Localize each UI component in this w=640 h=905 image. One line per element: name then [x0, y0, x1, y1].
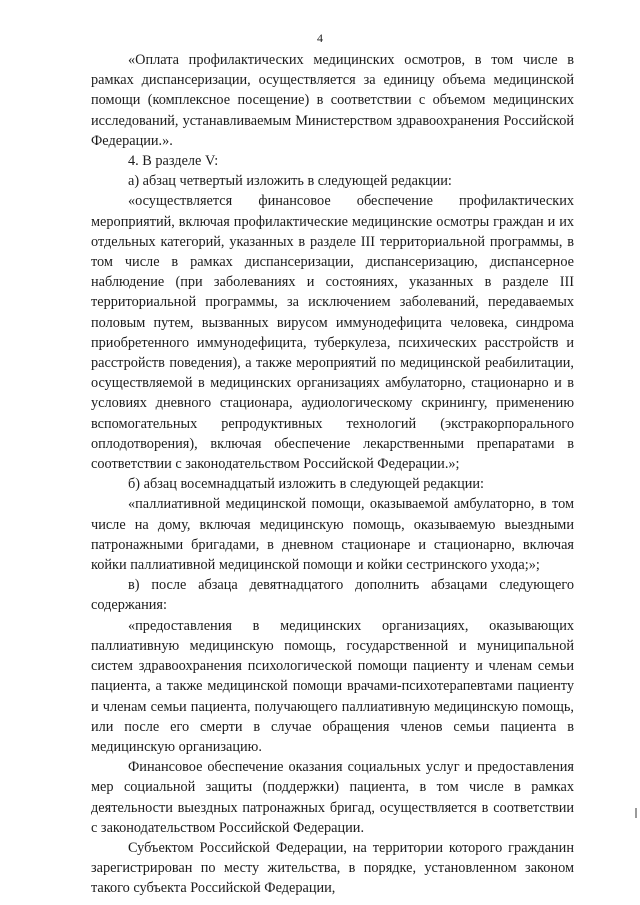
paragraph-palliative-care: «паллиативной медицинской помощи, оказываемой амбулаторно, в том числе на дому, включая медицинскую помощь, оказываемую выездными патронажными бригадами, в дневном стационаре и стационарно, включая койки паллиативной медицинской помощи и койки сестринского ухода;»; [91, 496, 574, 574]
page-number: 4 [317, 31, 323, 45]
paragraph-financing-text: «осуществляется финансовое обеспечение профилактических мероприятий, включая профилактические медицинские осмотры граждан и их отдельных категорий, указанных в разделе III территориальной программы, в том числе в рамках диспансеризации, диспансеризацию, диспансерное наблюдение (при заболеваниях и состояниях, указанных в разделе III территориальной программы, за исключением заболеваний, передаваемых половым путем, вызванных вирусом иммунодефицита человека, синдрома приобретенного иммунодефицита, туберкулеза, психических расстройств и расстройств поведения), а также мероприятий по медицинской реабилитации, осуществляемой в медицинских организациях амбулаторно, стационарно и в условиях дневного стационара, аудиологическому скринингу, применению вспомогательных репродуктивных технологий (экстракорпорального оплодотворения), включая обеспечение лекарственными препаратами в соответствии с законодательством Российской Федерации.»; [91, 193, 574, 473]
paragraph-item-c: в) после абзаца девятнадцатого дополнить абзацами следующего содержания: [91, 577, 574, 614]
paragraph-item-b: б) абзац восемнадцатый изложить в следующей редакции: [128, 476, 485, 493]
paragraph-psychological-help: «предоставления в медицинских организациях, оказывающих паллиативную медицинскую помощь, государственной и муниципальной систем здравоохранения психологической помощи пациенту и членам семьи пациента, а также медицинской помощи врачами-психотерапевтами пациенту и членам семьи пациента, получающего паллиативную медицинскую помощь, или после его смерти в случае обращения членов семьи пациента в медицинскую организацию. [91, 617, 574, 755]
document-body [91, 50, 574, 899]
paragraph-payment-clause: «Оплата профилактических медицинских осмотров, в том числе в рамках диспансеризации, осуществляется за единицу объема медицинской помощи (комплексное посещение) в соответствии с объемом медицинских исследований, устанавливаемым Министерством здравоохранения Российской Федерации.». [91, 52, 574, 149]
scan-margin-mark [635, 808, 637, 818]
paragraph-social-services: Финансовое обеспечение оказания социальных услуг и предоставления мер социальной защиты (поддержки) пациента, в том числе в рамках деятельности выездных патронажных бригад, осуществляется в соответствии с законодательством Российской Федерации. [91, 759, 574, 836]
paragraph-region-subject: Субъектом Российской Федерации, на территории которого гражданин зарегистрирован по месту жительства, в порядке, установленном законом такого субъекта Российской Федерации, [91, 839, 574, 897]
paragraph-section-v-heading: 4. В разделе V: [128, 153, 219, 170]
paragraph-item-a: а) абзац четвертый изложить в следующей редакции: [128, 173, 452, 190]
